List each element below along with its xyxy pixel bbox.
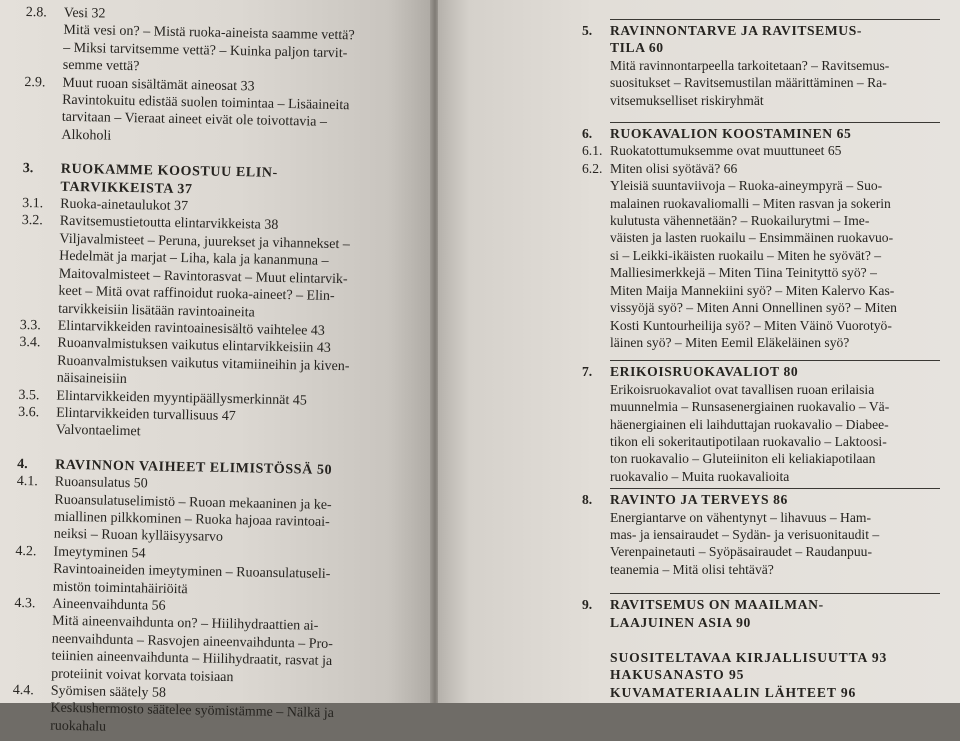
toc-entry-literature: SUOSITELTAVAA KIRJALLISUUTTA 93 [610, 650, 888, 665]
chapter-title: RAVINTO JA TERVEYS 86 [610, 492, 788, 508]
toc-entry-index: HAKUSANASTO 95 [610, 667, 745, 683]
toc-description-line: väisten ja lasten ruokailu – Ensimmäinen ruokavuo- [610, 230, 894, 246]
chapter-7-body [610, 381, 940, 485]
section-text: Ravintokuitu edistää suolen toimintaa – Lisäaineita [62, 92, 350, 114]
chapter-number: 4. [17, 456, 28, 472]
toc-description-line: Erikoisruokavaliot ovat tavallisen ruoan erilaisia [610, 381, 875, 397]
section-number [21, 230, 59, 248]
section-text: Elintarvikkeiden myyntipäällysmerkinnät 45 [56, 388, 307, 408]
toc-description-line: Verenpainetauti – Syöpäsairaudet – Raudanpuu- [610, 544, 872, 560]
chapter-4-entries [12, 473, 379, 741]
toc-section-entry [582, 160, 940, 177]
section-number: 4.3. [14, 595, 36, 612]
chapter-8-body [610, 509, 940, 579]
section-text: Keskushermosto säätelee syömistämme – Nälkä ja [50, 701, 335, 722]
section-2-entries [23, 4, 388, 150]
section-number [20, 282, 58, 300]
section-text: tarvikkeisiin lisätään ravintoaineita [58, 301, 255, 320]
right-page [438, 0, 960, 703]
section-number [20, 299, 58, 317]
section-number: 3.4. [19, 335, 41, 351]
chapter-9-heading [582, 596, 940, 613]
section-text: Valvontaelimet [55, 422, 141, 440]
chapter-number: 3. [22, 161, 34, 177]
chapter-8-heading [582, 491, 940, 508]
section-number [25, 21, 63, 39]
section-text: Viljavalmisteet – Peruna, juurekset ja vihannekset – [59, 231, 350, 253]
toc-description-line: ruokavalio – Muita ruokavalioita [610, 468, 790, 484]
chapter-number: 9. [582, 597, 593, 613]
section-number: 6.1. [582, 143, 603, 159]
section-text: Ruoansulatus 50 [54, 474, 148, 492]
section-number [25, 56, 63, 74]
section-number: 2.8. [25, 4, 47, 21]
section-text: Ruoansulatuselimistö – Ruoan mekaaninen ja ke- [54, 492, 332, 513]
section-number [16, 508, 54, 526]
section-text: keet – Mitä ovat raffinoidut ruoka-aineet? – Elin- [58, 283, 335, 305]
section-number [21, 247, 59, 265]
section-number [16, 525, 54, 543]
chapter-number: 7. [582, 364, 593, 380]
section-text: – Miksi tarvitsemme vettä? – Kuinka paljon tarvit- [63, 40, 348, 61]
divider [610, 122, 940, 123]
section-text: Alkoholi [61, 127, 112, 144]
chapter-title: ERIKOISRUOKAVALIOT 80 [610, 364, 799, 380]
toc-description-line: vissyöjä syö? – Miten Anni Onnellinen syö? – Miten [610, 300, 897, 316]
left-toc [12, 4, 388, 741]
toc-description-line: Kosti Kuntourheilija syö? – Miten Väinö Vuorotyö- [610, 317, 892, 333]
section-text: tarvitaan – Vieraat aineet eivät ole toivottavia – [61, 110, 328, 131]
section-text: Aineenvaihdunta 56 [52, 596, 166, 614]
chapter-title-cont: TARVIKKEISTA 37 [60, 179, 193, 197]
section-number [23, 126, 61, 144]
section-number [24, 91, 62, 109]
toc-description-line: läinen syö? – Miten Eemil Eläkeläinen syö? [610, 334, 850, 350]
chapter-number: 6. [582, 126, 593, 142]
chapter-5-heading [582, 22, 940, 39]
section-text: Ruoka-ainetaulukot 37 [60, 196, 189, 215]
toc-description-line: muunnelmia – Runsasenergiainen ruokavalio – Vä- [610, 399, 890, 415]
section-text: Ravitsemustietoutta elintarvikkeista 38 [59, 214, 279, 234]
chapter-title: RUOKAMME KOOSTUU ELIN- [60, 161, 278, 182]
section-text: Miten olisi syötävä? 66 [610, 160, 738, 176]
section-number [19, 352, 57, 370]
section-text: Syömisen säätely 58 [50, 683, 167, 701]
chapter-title: RAVITSEMUS ON MAAILMAN- [610, 597, 824, 613]
section-number [14, 612, 52, 630]
toc-description-line: Yleisiä suuntaviivoja – Ruoka-aineympyrä – Suo- [610, 178, 883, 194]
chapter-7-heading [582, 363, 940, 380]
toc-section-entry [582, 142, 940, 159]
section-number [12, 717, 50, 735]
chapter-5-body [610, 57, 940, 109]
section-number: 3.3. [19, 317, 41, 334]
left-page [0, 0, 432, 735]
section-number [13, 647, 51, 665]
toc-description-line: Mitä ravinnontarpeella tarkoitetaan? – Ravitsemus- [610, 57, 890, 73]
chapter-title-cont: TILA 60 [610, 40, 664, 56]
toc-description-line: malainen ruokavaliomalli – Miten rasvan ja sokerin [610, 195, 891, 211]
section-text: Ruoanvalmistuksen vaikutus vitamiineihin ja kiven- [57, 353, 350, 374]
toc-description-line: suositukset – Ravitsemustilan määrittäminen – Ra- [610, 75, 887, 91]
section-number [13, 665, 51, 683]
section-number [16, 490, 54, 508]
divider [610, 593, 940, 594]
section-text: Muut ruoan sisältämät aineosat 33 [62, 75, 255, 95]
section-number: 3.2. [21, 213, 43, 229]
chapter-title: RUOKAVALION KOOSTAMINEN 65 [610, 126, 852, 142]
section-number [15, 560, 53, 578]
chapter-title: RAVINNON VAIHEET ELIMISTÖSSÄ 50 [55, 457, 333, 478]
section-number: 4.2. [15, 543, 37, 560]
section-text: miallinen pilkkominen – Ruoka hajoaa ravintoai- [54, 509, 330, 530]
section-number [18, 421, 56, 439]
toc-description-line: tikon eli sokeritautipotilaan ruokavalio – Laktoosi- [610, 433, 887, 449]
divider [610, 360, 940, 361]
chapter-6-heading [582, 125, 940, 142]
chapter-title: RAVINNONTARVE JA RAVITSEMUS- [610, 23, 862, 38]
section-number [24, 108, 62, 126]
section-text: Mitä vesi on? – Mistä ruoka-aineista saamme vettä? [63, 23, 355, 44]
section-text: neiksi – Ruoan kylläisyysarvo [53, 527, 224, 546]
section-number: 4.1. [16, 474, 38, 490]
section-text: Elintarvikkeiden ravintoainesisältö vaihtelee 43 [57, 318, 326, 339]
toc-description-line: ton ruokavalio – Gluteiiniton eli keliakiapotilaan [610, 451, 876, 467]
section-text: teiinien aineenvaihdunta – Hiilihydraatit, rasvat ja [51, 648, 333, 670]
divider [610, 488, 940, 489]
section-text: ruokahalu [50, 718, 107, 735]
section-text: näisaineisiin [56, 370, 127, 388]
section-text: Elintarvikkeiden turvallisuus 47 [56, 405, 236, 425]
section-number [21, 265, 59, 283]
toc-description-line: mas- ja iensairaudet – Sydän- ja verisuonitaudit – [610, 526, 880, 542]
section-text: Vesi 32 [63, 5, 106, 22]
toc-description-line: kulutusta vähennetään? – Ruokailurytmi – Ime- [610, 213, 870, 229]
chapter-title-cont: LAAJUINEN ASIA 90 [610, 614, 751, 630]
section-text: Hedelmät ja marjat – Liha, kala ja kananmuna – [59, 248, 329, 270]
section-number [15, 577, 53, 595]
section-number: 3.1. [22, 196, 44, 212]
section-text: proteiinit voivat korvata toisiaan [51, 666, 234, 685]
section-text: Maitovalmisteet – Ravintorasvat – Muut elintarvik- [58, 266, 348, 287]
chapter-number: 8. [582, 492, 593, 508]
section-number: 3.5. [18, 387, 40, 403]
chapter-number: 5. [582, 23, 593, 38]
section-number: 2.9. [24, 74, 46, 91]
section-number: 6.2. [582, 160, 603, 176]
section-number: 4.4. [12, 682, 34, 699]
chapter-6-subsections [582, 142, 940, 177]
toc-description-line: si – Leikki-ikäisten ruokailu – Miten he syövät? – [610, 247, 882, 263]
section-text: Ruoanvalmistuksen vaikutus elintarvikkeisiin 43 [57, 335, 331, 357]
section-text: semme vettä? [62, 57, 140, 75]
section-number [19, 369, 57, 387]
section-number [14, 630, 52, 648]
toc-description-line: vitsemukselliset riskiryhmät [610, 92, 764, 108]
section-number: 3.6. [18, 404, 40, 421]
section-number [25, 39, 63, 57]
toc-description-line: Malliesimerkkejä – Miten Tiina Teinityttö syö? – [610, 265, 877, 281]
chapter-3-entries [18, 195, 385, 446]
toc-description-line: häenergiainen eli laihduttajan ruokavalio – Diabee- [610, 416, 889, 432]
toc-description-line: Energiantarve on vähentynyt – lihavuus – Ham- [610, 509, 871, 525]
section-text: Ruokatottumuksemme ovat muuttuneet 65 [610, 143, 842, 159]
section-text: mistön toimintahäiriöitä [52, 579, 188, 597]
section-text: Ravintoaineiden imeytyminen – Ruoansulatuseli- [53, 561, 331, 583]
section-text: Mitä aineenvaihdunta on? – Hiilihydraattien ai- [52, 614, 319, 635]
toc-description-line: Miten Maija Mannekiini syö? – Miten Kalervo Kas- [610, 282, 895, 298]
right-toc [582, 16, 940, 701]
toc-entry-image-sources: KUVAMATERIAALIN LÄHTEET 96 [610, 684, 857, 700]
divider [610, 19, 940, 20]
toc-description-line: teanemia – Mitä olisi tehtävä? [610, 561, 774, 577]
section-number [12, 699, 50, 717]
chapter-6-body [610, 177, 940, 351]
section-text: Imeytyminen 54 [53, 544, 146, 562]
section-text: neenvaihdunta – Rasvojen aineenvaihdunta – Pro- [51, 631, 334, 652]
